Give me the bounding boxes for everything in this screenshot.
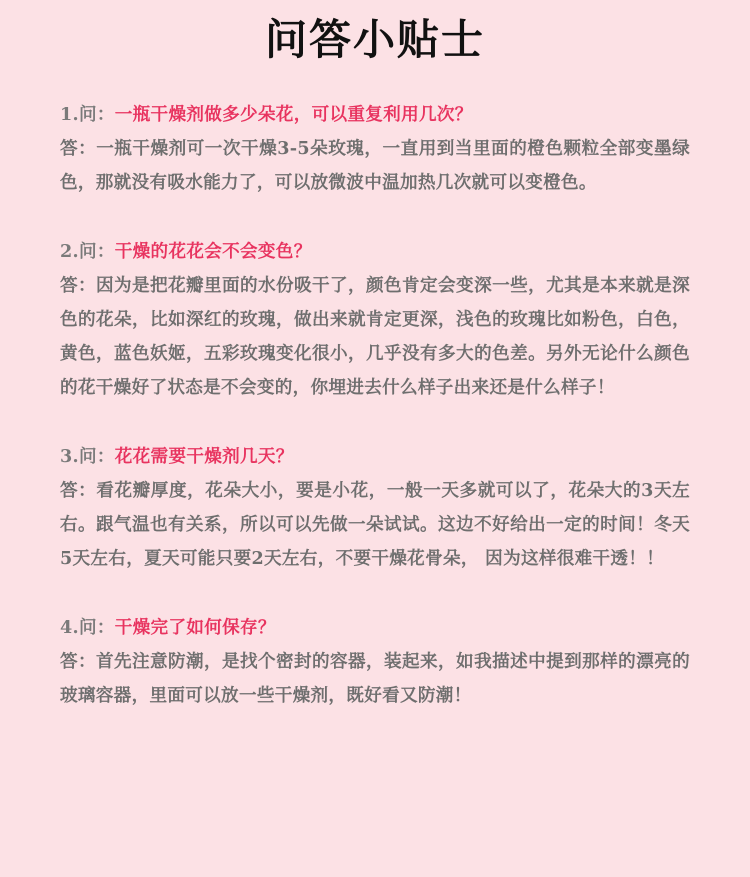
answer-text: 答：首先注意防潮，是找个密封的容器，装起来，如我描述中提到那样的漂亮的玻璃容器，里面可以放一些干燥剂，既好看又防潮！	[60, 651, 690, 706]
answer-text: 答：看花瓣厚度，花朵大小，要是小花，一般一天多就可以了，花朵大的3天左右。跟气温也有关系，所以可以先做一朵试试。这边不好给出一定的时间！冬天5天左右，夏天可能只要2天左右，不要干燥花骨朵， 因为这样很难干透！！	[60, 480, 690, 569]
question-number: 2.问：	[60, 241, 115, 262]
question-number: 1.问：	[60, 104, 115, 125]
qa-item-3	[60, 440, 690, 576]
question-line	[60, 611, 690, 645]
qa-list	[60, 98, 690, 748]
question-number: 4.问：	[60, 617, 115, 638]
question-line	[60, 235, 690, 269]
qa-item-1	[60, 98, 690, 200]
answer-text: 答：因为是把花瓣里面的水份吸干了，颜色肯定会变深一些，尤其是本来就是深色的花朵，比如深红的玫瑰，做出来就肯定更深，浅色的玫瑰比如粉色，白色，黄色，蓝色妖姬，五彩玫瑰变化很小，几乎没有多大的色差。另外无论什么颜色的花干燥好了状态是不会变的，你埋进去什么样子出来还是什么样子！	[60, 275, 690, 398]
question-line	[60, 440, 690, 474]
question-text: 干燥完了如何保存？	[114, 617, 276, 638]
qa-item-2	[60, 235, 690, 405]
question-text: 一瓶干燥剂做多少朵花，可以重复利用几次？	[114, 104, 473, 125]
page-title: 问答小贴士	[264, 15, 485, 64]
answer-text: 答：一瓶干燥剂可一次干燥3-5朵玫瑰，一直用到当里面的橙色颗粒全部变墨绿色，那就没有吸水能力了，可以放微波中温加热几次就可以变橙色。	[60, 138, 690, 193]
qa-item-4	[60, 611, 690, 713]
question-text: 干燥的花花会不会变色？	[114, 241, 312, 262]
question-text: 花花需要干燥剂几天？	[114, 446, 294, 467]
question-line	[60, 98, 690, 132]
question-number: 3.问：	[60, 446, 115, 467]
